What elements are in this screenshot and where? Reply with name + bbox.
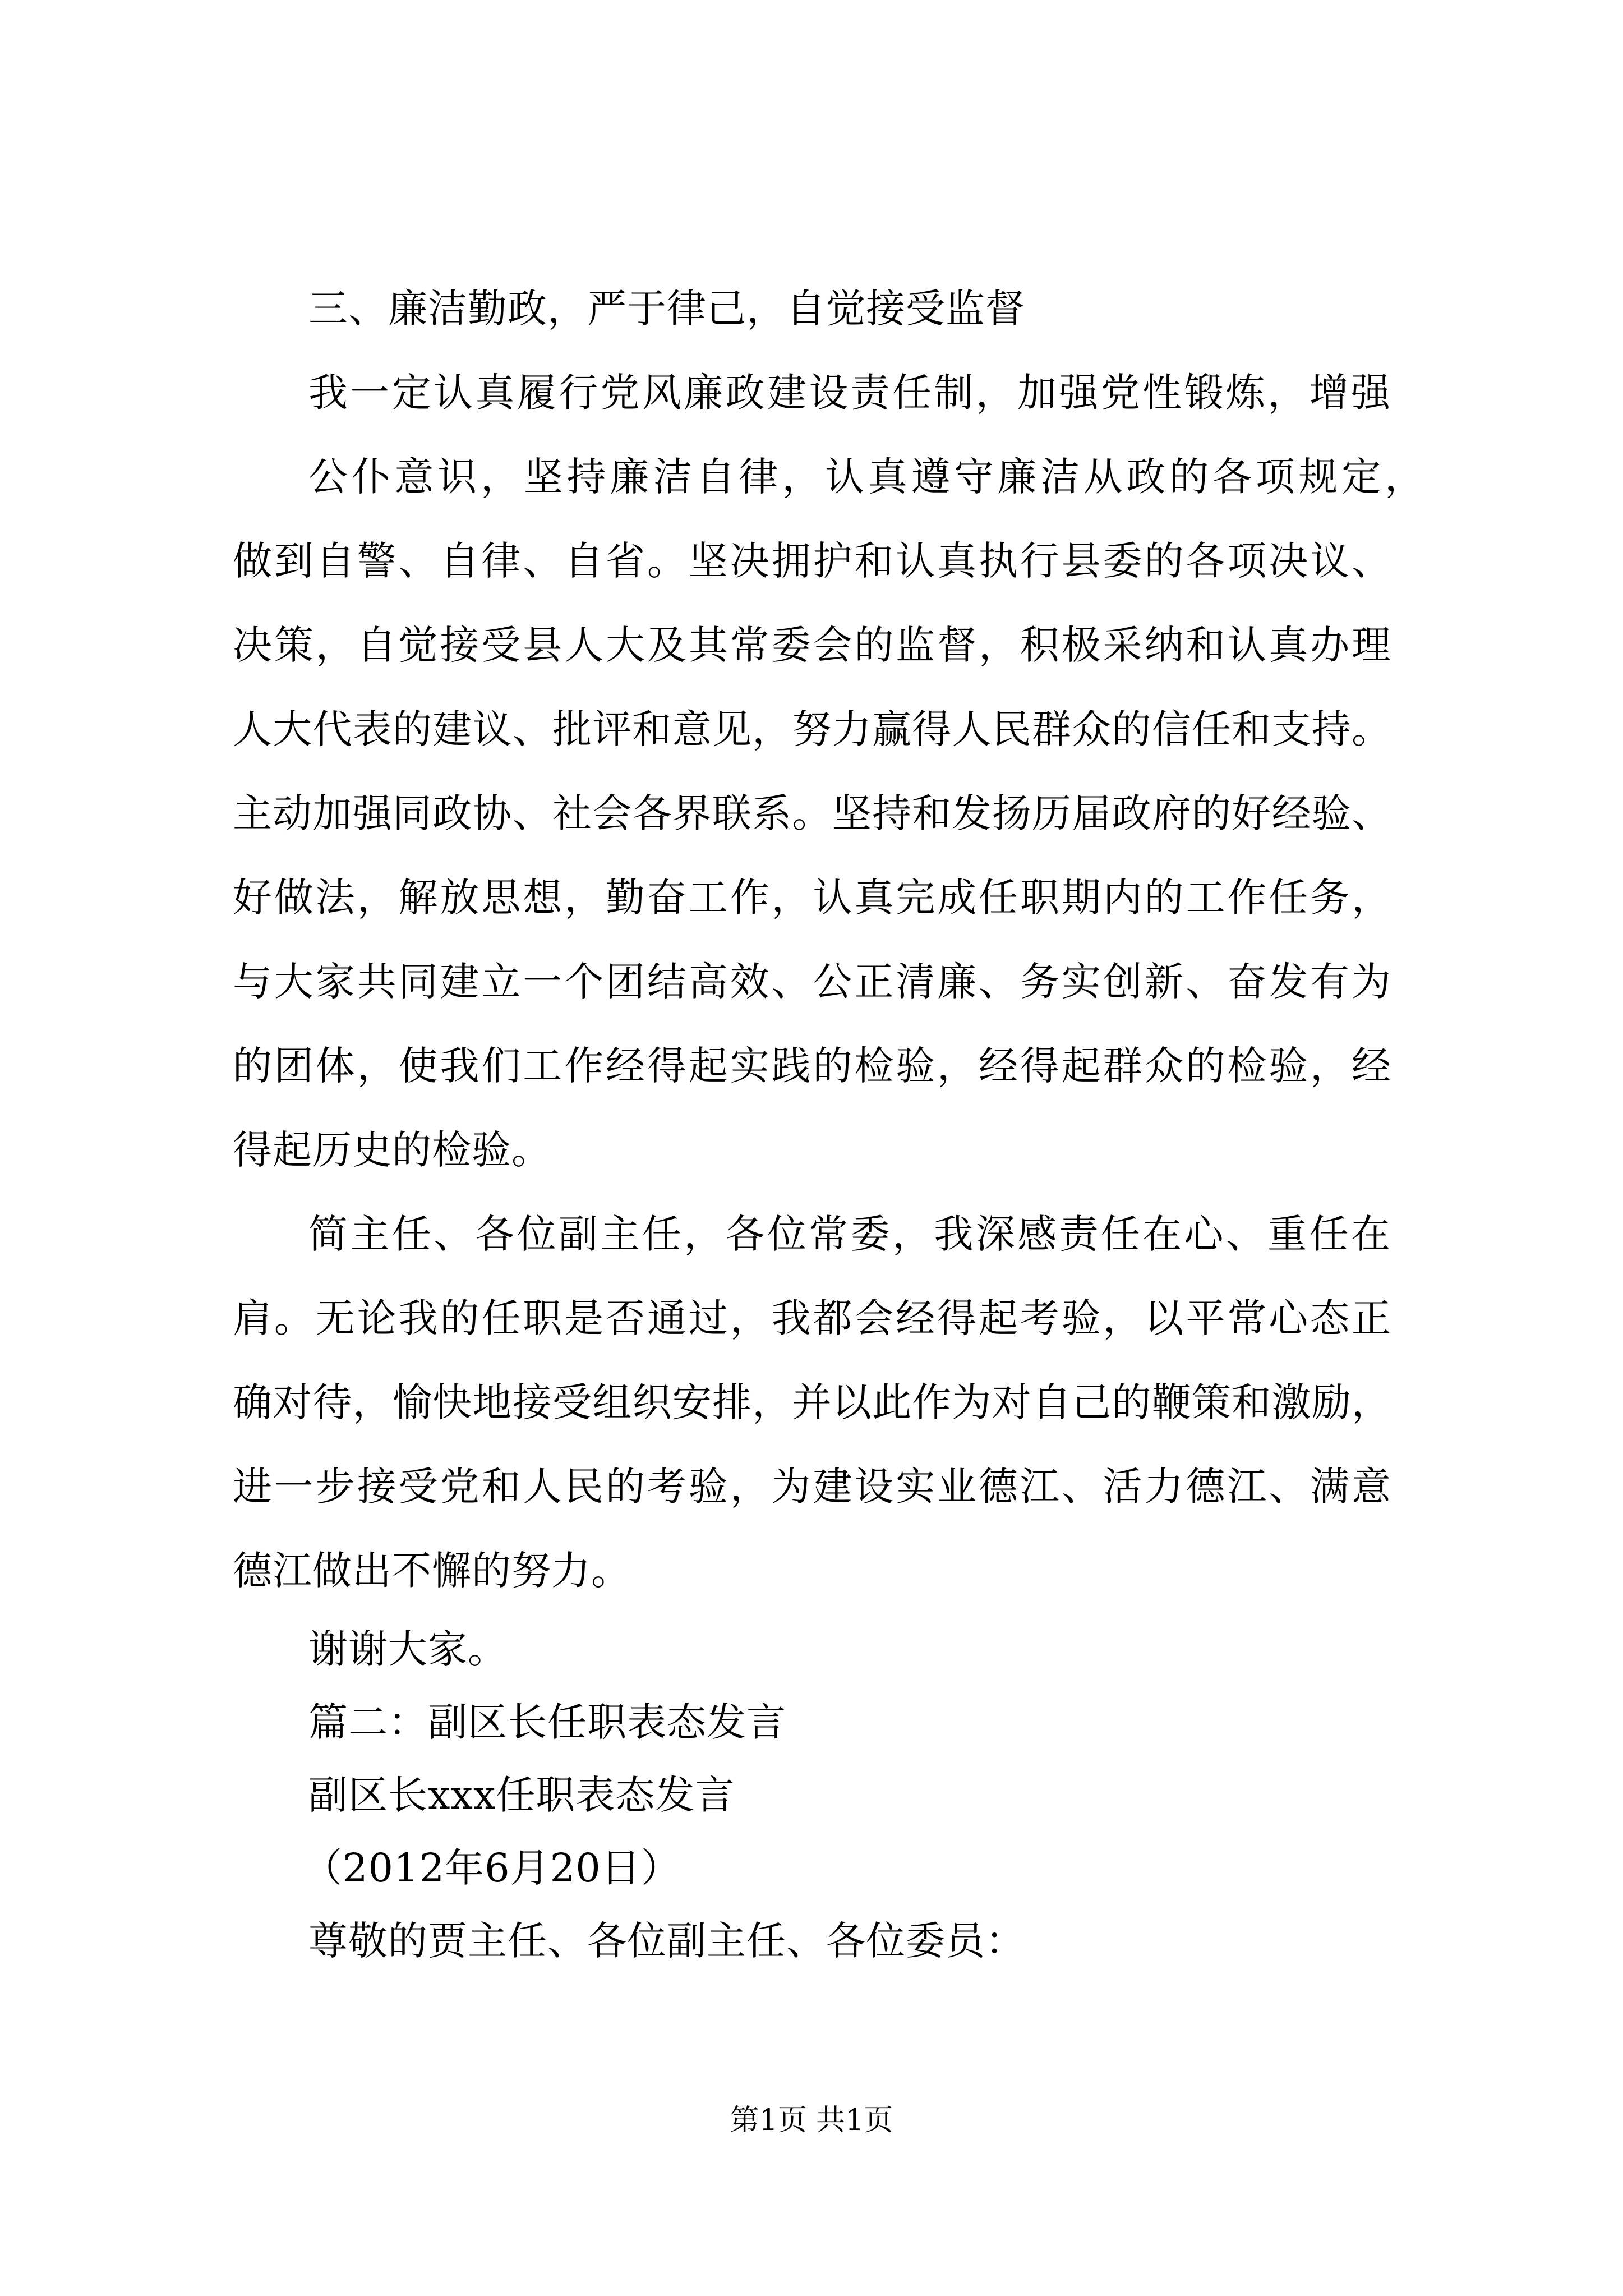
salutation: 尊敬的贾主任、各位副主任、各位委员： (308, 1918, 1025, 1964)
paragraph-line: 肩。无论我的任职是否通过，我都会经得起考验，以平常心态正 (233, 1295, 1391, 1341)
section-heading: 三、廉洁勤政，严于律己，自觉接受监督 (308, 286, 1025, 332)
paragraph-line: 进一步接受党和人民的考验，为建设实业德江、活力德江、满意 (233, 1464, 1391, 1510)
section-heading: 篇二：副区长任职表态发言 (308, 1699, 786, 1745)
paragraph-line: 得起历史的检验。 (233, 1127, 551, 1173)
paragraph-line: 做到自警、自律、自省。坚决拥护和认真执行县委的各项决议、 (233, 538, 1391, 584)
speech-date: （2012年6月20日） (303, 1845, 681, 1891)
paragraph-line: 主动加强同政协、社会各界联系。坚持和发扬历届政府的好经验、 (233, 790, 1391, 836)
paragraph-line: 好做法，解放思想，勤奋工作，认真完成任职期内的工作任务， (233, 875, 1391, 921)
speech-title: 副区长xxx任职表态发言 (308, 1772, 735, 1818)
paragraph-line: 我一定认真履行党风廉政建设责任制，加强党性锻炼，增强 (308, 370, 1391, 416)
paragraph-line: 公仆意识，坚持廉洁自律，认真遵守廉洁从政的各项规定， (308, 454, 1424, 500)
paragraph-line: 决策，自觉接受县人大及其常委会的监督，积极采纳和认真办理 (233, 622, 1391, 668)
paragraph-line: 确对待，愉快地接受组织安排，并以此作为对自己的鞭策和激励， (233, 1379, 1391, 1425)
paragraph-line: 人大代表的建议、批评和意见，努力赢得人民群众的信任和支持。 (233, 706, 1391, 752)
page-footer: 第1页 共1页 (730, 2104, 893, 2137)
paragraph-line: 简主任、各位副主任，各位常委，我深感责任在心、重任在 (308, 1211, 1391, 1257)
paragraph-line: 德江做出不懈的努力。 (233, 1548, 631, 1594)
closing-line: 谢谢大家。 (308, 1626, 508, 1672)
paragraph-line: 的团体，使我们工作经得起实践的检验，经得起群众的检验，经 (233, 1043, 1391, 1089)
paragraph-line: 与大家共同建立一个团结高效、公正清廉、务实创新、奋发有为 (233, 959, 1391, 1005)
